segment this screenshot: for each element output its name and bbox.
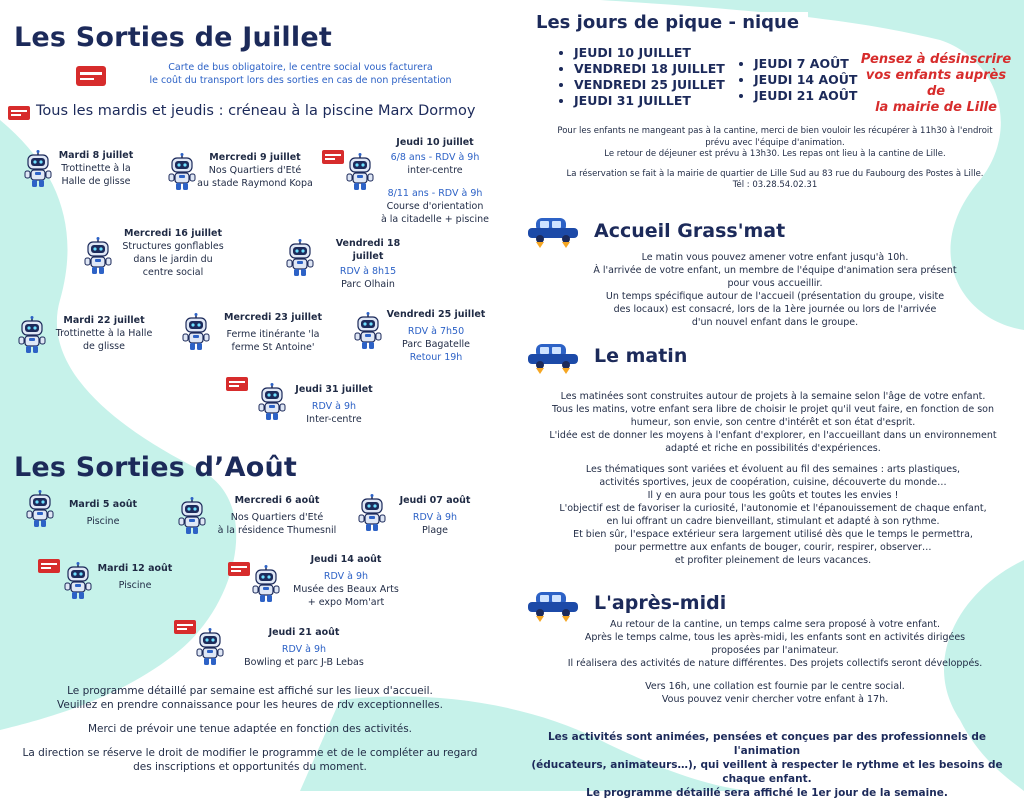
aout-item-5 [292, 553, 400, 609]
bus-card-icon [174, 620, 196, 634]
rocket-car-icon [526, 588, 582, 622]
robot-icon [284, 239, 316, 277]
pique-nique-note [530, 126, 1020, 192]
pique-nique-date: • JEUDI 31 JUILLET [574, 93, 725, 109]
item-day: Mercredi 16 juillet [123, 228, 222, 239]
robot-icon [24, 490, 56, 528]
item-line: Bowling et parc J-B Lebas [244, 657, 364, 668]
item-line: inter-centre [407, 165, 463, 176]
item-line: Inter-centre [306, 414, 362, 425]
juillet-item-9 [292, 383, 376, 426]
item-rdv: 8/11 ans - RDV à 9h [387, 188, 483, 199]
note-line: Pour les enfants ne mangeant pas à la cantine, merci de bien vouloir les récupérer à 11h30 à l'endroit [557, 126, 993, 136]
accueil-line: Le matin vous pouvez amener votre enfant jusqu'à 10h. [641, 252, 909, 263]
apres-midi-line: proposées par l'animateur. [711, 645, 839, 656]
matin-title: Le matin [594, 345, 688, 367]
item-line: + expo Mom'art [307, 597, 385, 608]
juillet-item-7 [214, 311, 332, 354]
item-rdv: RDV à 7h50 [407, 326, 465, 337]
bus-card-icon [228, 562, 250, 576]
robot-icon [82, 237, 114, 275]
robot-icon [344, 153, 376, 191]
matin-line: et profiter pleinement de leurs vacances. [674, 555, 872, 566]
accueil-line: pour vous accueillir. [727, 278, 823, 289]
apres-midi-line: Au retour de la cantine, un temps calme sera proposé à votre enfant. [609, 619, 941, 630]
footer-line: Veuillez en prendre connaissance pour les heures de rdv exceptionnelles. [57, 699, 443, 711]
apres-midi-line: Vers 16h, une collation est fournie par le centre social. [645, 681, 905, 692]
item-line: Parc Bagatelle [402, 339, 470, 350]
pique-nique-date: • JEUDI 14 AOÛT [754, 72, 857, 88]
aout-item-6 [234, 626, 374, 669]
item-day: Mercredi 9 juillet [209, 152, 301, 163]
note-line: La réservation se fait à la mairie de quartier de Lille Sud au 83 rue du Faubourg des Postes à Lille. [566, 168, 984, 179]
reminder-line: la mairie de Lille [875, 100, 997, 115]
juillet-item-8 [384, 308, 488, 364]
item-day: Jeudi 10 juillet [396, 137, 474, 148]
accueil-title: Accueil Grass'mat [594, 220, 786, 242]
item-line: ferme St Antoine' [231, 342, 315, 353]
juillet-title: Les Sorties de Juillet [14, 22, 332, 53]
bus-note [118, 61, 483, 87]
pique-nique-title: Les jours de pique - nique [536, 12, 800, 33]
item-line: Trottinette à la [61, 163, 131, 174]
juillet-item-3 [376, 136, 494, 226]
robot-icon [166, 153, 198, 191]
item-day: Mardi 12 août [97, 563, 173, 574]
item-day: Mardi 8 juillet [58, 150, 134, 161]
piscine-line: Tous les mardis et jeudis : créneau à la piscine Marx Dormoy [36, 103, 476, 119]
note-line: Le retour de déjeuner est prévu à 13h30. Les repas ont lieu à la cantine de Lille. [604, 149, 946, 159]
rocket-car-icon [526, 340, 582, 374]
bus-card-icon [8, 106, 30, 120]
rocket-car-icon [526, 214, 582, 248]
robot-icon [256, 383, 288, 421]
bus-note-line-2: le coût du transport lors des sorties en cas de non présentation [149, 75, 452, 86]
robot-icon [176, 497, 208, 535]
accueil-line: À l'arrivée de votre enfant, un membre de l'équipe d'animation sera présent [593, 265, 957, 276]
item-rdv: RDV à 9h [281, 644, 327, 655]
item-rdv: RDV à 8h15 [339, 266, 397, 277]
matin-line: Les thématiques sont variées et évoluent au fil des semaines : arts plastiques, [585, 464, 961, 475]
matin-line: adapté et riche en possibilités d'expériences. [665, 443, 881, 454]
item-day: Jeudi 14 août [310, 554, 382, 565]
robot-icon [194, 628, 226, 666]
juillet-item-5 [320, 237, 416, 291]
matin-line: en lui offrant un cadre bienveillant, stimulant et adapté à son rythme. [606, 516, 940, 527]
accueil-text [560, 251, 990, 329]
footer-line: des inscriptions et opportunités du moment. [133, 761, 367, 773]
item-day: Mercredi 6 août [234, 495, 320, 506]
pique-nique-col2 [740, 56, 857, 104]
item-line: Ferme itinérante 'la [226, 329, 320, 340]
matin-line: pour permettre aux enfants de bouger, courir, respirer, observer… [614, 542, 932, 553]
item-day: Vendredi 18 juillet [335, 238, 401, 262]
pique-nique-date: • JEUDI 10 JUILLET [574, 45, 725, 61]
bus-card-icon [76, 66, 106, 86]
matin-line: humeur, son envie, son centre d'intérêt et son état d'esprit. [630, 417, 916, 428]
item-line: Musée des Beaux Arts [293, 584, 399, 595]
item-line: Trottinette à la Halle [55, 328, 153, 339]
juillet-item-2 [196, 151, 314, 190]
item-line: Plage [421, 525, 449, 536]
item-line: Nos Quartiers d'Eté [230, 512, 324, 523]
closing-text [514, 730, 1020, 800]
pique-nique-date: • VENDREDI 18 JUILLET [574, 61, 725, 77]
item-line: Course d'orientation [386, 201, 484, 212]
apres-midi-text [540, 618, 1010, 706]
matin-line: Tous les matins, votre enfant sera libre de choisir le projet qu'il veut faire, en fonction de son [552, 404, 994, 415]
robot-icon [180, 313, 212, 351]
item-line: dans le jardin du [133, 254, 213, 265]
item-rdv: RDV à 9h [323, 571, 369, 582]
desinscrire-reminder [856, 52, 1016, 116]
item-day: Vendredi 25 juillet [386, 309, 486, 320]
matin-line: L'objectif est de favoriser la curiosité, l'autonomie et l'épanouissement de chaque enfant, [559, 503, 987, 514]
pique-nique-date: • JEUDI 21 AOÛT [754, 88, 857, 104]
bus-card-icon [38, 559, 60, 573]
reminder-line: Pensez à désinscrire [860, 52, 1012, 67]
accueil-line: d'un nouvel enfant dans le groupe. [691, 317, 859, 328]
item-line: Nos Quartiers d'Eté [208, 165, 302, 176]
note-line: prévu avec l'équipe d'animation. [705, 137, 845, 148]
apres-midi-line: Après le temps calme, tous les après-midi, les enfants sont en activités dirigées [584, 632, 966, 643]
aout-item-3 [396, 494, 474, 537]
apres-midi-line: Vous pouvez venir chercher votre enfant à 17h. [661, 694, 889, 705]
aout-item-1 [60, 498, 146, 528]
juillet-item-4 [118, 227, 228, 279]
accueil-line: Un temps spécifique autour de l'accueil (présentation du groupe, visite [605, 291, 945, 302]
pique-nique-date: • JEUDI 7 AOÛT [754, 56, 857, 72]
item-line: au stade Raymond Kopa [197, 178, 313, 189]
apres-midi-line: Il réalisera des activités de nature différentes. Des projets collectifs seront développés. [567, 658, 983, 669]
matin-text [528, 390, 1018, 567]
item-day: Jeudi 07 août [399, 495, 471, 506]
item-day: Mardi 22 juillet [63, 315, 145, 326]
bus-card-icon [322, 150, 344, 164]
item-line: Parc Olhain [341, 279, 395, 290]
robot-icon [16, 316, 48, 354]
matin-line: Les matinées sont construites autour de projets à la semaine selon l'âge de votre enfant. [560, 391, 986, 402]
matin-line: Et bien sûr, l'espace extérieur sera largement utilisé dès que le temps le permettra, [573, 529, 973, 540]
closing-line: (éducateurs, animateurs…), qui veillent à respecter le rythme et les besoins de chaque enfant. [531, 759, 1003, 785]
item-day: Jeudi 31 juillet [295, 384, 373, 395]
item-rdv: Retour 19h [409, 352, 463, 363]
juillet-item-6 [52, 314, 156, 353]
item-line: Halle de glisse [61, 176, 131, 187]
item-line: à la citadelle + piscine [380, 214, 490, 225]
reminder-line: vos enfants auprès de [865, 68, 1007, 99]
matin-line: L'idée est de donner les moyens à l'enfant d'explorer, en l'accueillant dans un environnement [549, 430, 997, 441]
aout-item-2 [210, 494, 344, 537]
item-line: Structures gonflables [122, 241, 224, 252]
item-day: Mercredi 23 juillet [223, 312, 322, 323]
robot-icon [356, 494, 388, 532]
item-line: de glisse [83, 341, 125, 352]
closing-line: Les activités sont animées, pensées et conçues par des professionnels de l'animation [547, 731, 987, 757]
item-line: centre social [142, 267, 204, 278]
closing-line: Le programme détaillé sera affiché le 1er jour de la semaine. [586, 787, 948, 799]
robot-icon [352, 312, 384, 350]
footer-line: Merci de prévoir une tenue adaptée en fonction des activités. [87, 723, 413, 735]
pique-nique-date: • VENDREDI 25 JUILLET [574, 77, 725, 93]
pique-nique-col1 [560, 45, 725, 109]
note-line: Tél : 03.28.54.02.31 [732, 180, 818, 190]
aout-title: Les Sorties d’Août [14, 452, 297, 483]
footer-line: La direction se réserve le droit de modifier le programme et de le compléter au regard [22, 747, 478, 759]
matin-line: activités sportives, jeux de coopération, cuisine, découverte du monde… [599, 477, 947, 488]
footer-line: Le programme détaillé par semaine est affiché sur les lieux d'accueil. [67, 685, 433, 697]
item-rdv: RDV à 9h [412, 512, 458, 523]
matin-line: Il y en aura pour tous les goûts et toutes les envies ! [647, 490, 899, 501]
juillet-item-1 [50, 149, 142, 188]
item-line: Piscine [118, 580, 152, 591]
item-line: Piscine [86, 516, 120, 527]
apres-midi-title: L'après-midi [594, 592, 727, 614]
item-day: Mardi 5 août [68, 499, 138, 510]
aout-item-4 [92, 562, 178, 592]
item-day: Jeudi 21 août [268, 627, 340, 638]
item-line: à la résidence Thumesnil [217, 525, 337, 536]
bus-card-icon [226, 377, 248, 391]
aout-footer [10, 684, 490, 774]
robot-icon [62, 562, 94, 600]
bus-note-line-1: Carte de bus obligatoire, le centre social vous facturera [168, 62, 433, 73]
accueil-line: des locaux) est consacré, lors de la 1ère journée ou lors de l'arrivée [613, 304, 937, 315]
item-rdv: 6/8 ans - RDV à 9h [390, 152, 480, 163]
robot-icon [250, 565, 282, 603]
item-rdv: RDV à 9h [311, 401, 357, 412]
